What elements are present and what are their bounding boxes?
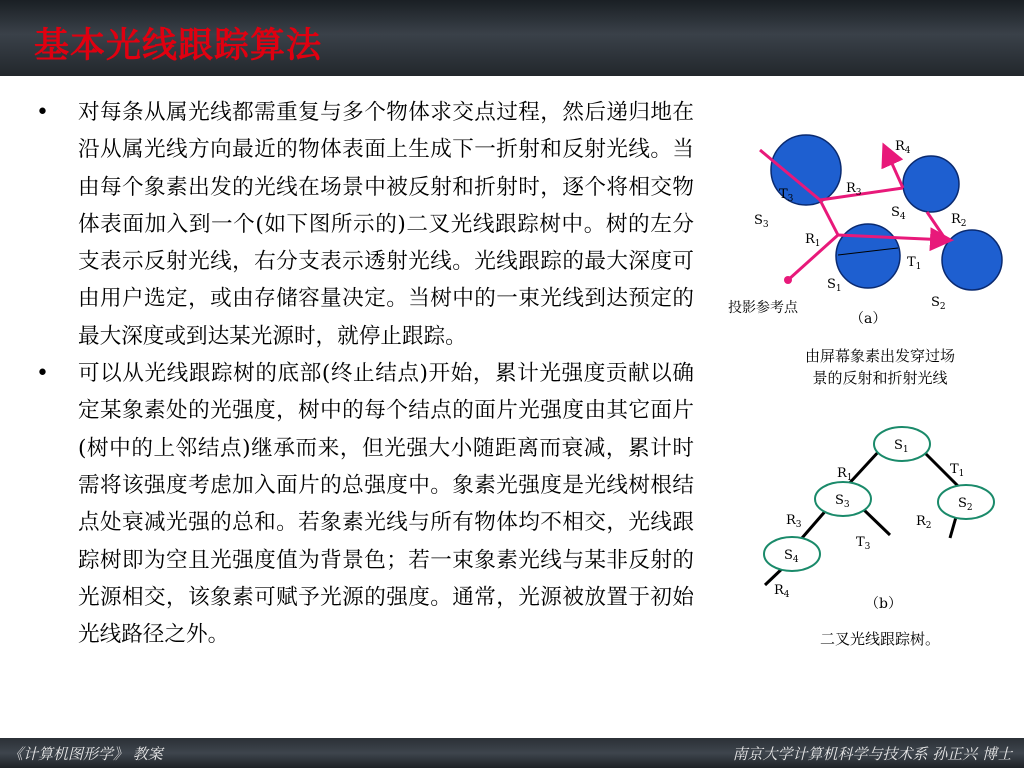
edge-label-r3: $R_3$	[786, 513, 802, 530]
ray-r4	[885, 148, 903, 188]
edge-label-r1: $R_1$	[837, 466, 853, 483]
edge-label-t3: $T_3$	[856, 535, 871, 552]
edge-label-r4: $R_4$	[774, 583, 790, 600]
projection-ref-label: 投影参考点	[728, 300, 798, 316]
bullet-dot-icon: •	[36, 100, 49, 125]
title-bar	[0, 0, 1024, 76]
footer-course: 《计算机图形学》 教案	[8, 745, 163, 763]
figure-b-tag: （b）	[865, 596, 902, 612]
bullet-text: 可以从光线跟踪树的底部(终止结点)开始，累计光强度贡献以确定某象素处的光强度，树中的每个结点的面片光强度由其它面片(树中的上邻结点)继承而来，但光强大小随距离而衰减，累计时需将该强度考虑加入面片的总强度中。象素光强度是光线树根结点处衰减光强的总和。若象素光线与所有物体均不相交，光线跟踪树即为空且光强度值为背景色；若一束象素光线与某非反射的光源相交，该象素可赋予光源的强度。通常，光源被放置于初始光线路径之外。	[78, 361, 694, 648]
ray-r1	[820, 200, 838, 235]
node-label-s3: $S_3$	[835, 493, 850, 510]
footer-bar	[0, 738, 1024, 768]
label-s1: $S_1$	[827, 277, 842, 294]
footer-author: 南京大学计算机科学与技术系 孙正兴 博士	[732, 745, 1012, 763]
label-r3: $R_3$	[846, 181, 862, 198]
sphere-s2	[942, 230, 1002, 290]
label-r4: $R_4$	[895, 139, 911, 156]
node-label-s4: $S_4$	[784, 548, 799, 565]
label-r2: $R_2$	[951, 212, 967, 229]
figure-a-tag: （a）	[850, 311, 887, 327]
label-s3: $S_3$	[754, 213, 769, 230]
bullet-item	[30, 355, 694, 653]
node-label-s1: $S_1$	[894, 438, 909, 455]
label-s2: $S_2$	[931, 295, 946, 312]
label-t3: $T_3$	[779, 187, 794, 204]
figure-b-caption	[780, 628, 980, 650]
projection-point-icon	[784, 276, 792, 284]
ray-r2	[927, 212, 946, 240]
bullet-dot-icon: •	[36, 361, 49, 387]
edge-label-t1: $T_1$	[950, 462, 965, 479]
figure-a-caption	[770, 345, 990, 389]
label-r1: $R_1$	[805, 232, 821, 249]
bullet-item	[30, 94, 694, 355]
ray-diagram	[720, 130, 1010, 335]
slide-title: 基本光线跟踪算法	[34, 25, 323, 66]
edge-t3	[862, 508, 890, 535]
bullet-text: 对每条从属光线都需重复与多个物体求交点过程，然后递归地在沿从属光线方向最近的物体表面上生成下一折射和反射光线。当由每个象素出发的光线在场景中被反射和折射时，逐个将相交物体表面加入到一个(如下图所示的)二叉光线跟踪树中。树的左分支表示反射光线，右分支表示透射光线。光线跟踪的最大深度可由用户选定，或由存储容量决定。当树中的一束光线到达预定的最大深度或到达某光源时，就停止跟踪。	[78, 100, 694, 349]
label-s4: $S_4$	[891, 205, 906, 222]
node-label-s2: $S_2$	[958, 496, 973, 513]
ray-tracing-tree	[740, 420, 1010, 615]
bullet-list	[30, 94, 694, 653]
caption-line: 二叉光线跟踪树。	[819, 630, 940, 648]
label-t1: $T_1$	[907, 255, 922, 272]
caption-line: 由屏幕象素出发穿过场	[804, 347, 955, 365]
sphere-s4	[903, 156, 959, 212]
edge-label-r2: $R_2$	[916, 514, 932, 531]
caption-line: 景的反射和折射光线	[812, 369, 948, 387]
sphere-s1	[836, 224, 900, 288]
